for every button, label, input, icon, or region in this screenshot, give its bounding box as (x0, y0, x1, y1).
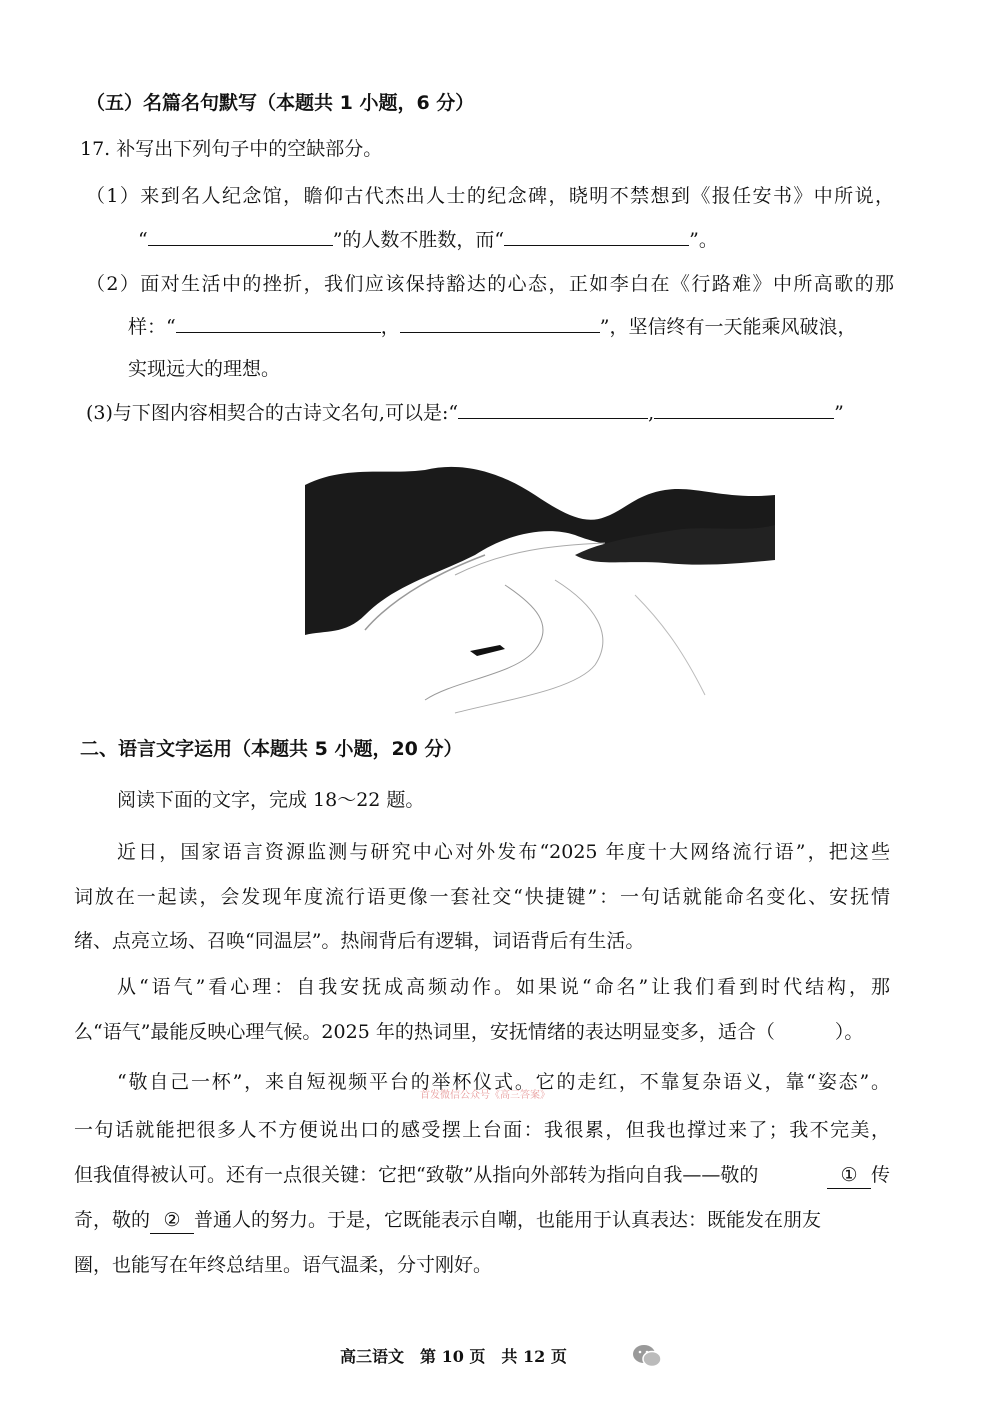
q17-part1-text: ”的人数不胜数，而“ (332, 229, 505, 251)
para3-text: 普通人的努力。于是，它既能表示自嘲，也能用于认真表达：既能发在朋友 (194, 1209, 822, 1231)
para3-text: 奇，敬的 (74, 1209, 151, 1231)
answer-blank[interactable] (458, 400, 648, 419)
answer-blank[interactable] (176, 314, 381, 333)
para1-line2: 词放在一起读，会发现年度流行语更像一套社交“快捷键”：一句话就能命名变化、安抚情 (74, 886, 890, 908)
q17-part2-text: ”，坚信终有一天能乘风破浪， (599, 316, 857, 338)
answer-blank[interactable] (148, 227, 333, 246)
para2-line1: 从“语气”看心理：自我安抚成高频动作。如果说“命名”让我们看到时代结构，那 (117, 976, 890, 998)
para1-line1: 近日，国家语言资源监测与研究中心对外发布“2025 年度十大网络流行语”，把这些 (117, 841, 890, 863)
para3-text: 传 (870, 1164, 890, 1186)
para3-text: 但我值得被认可。还有一点很关键：它把“致敬”从指向外部转为指向自我——敬的 (74, 1164, 759, 1186)
q17-part2-line1: （2）面对生活中的挫折，我们应该保持豁达的心态，正如李白在《行路难》中所高歌的那 (86, 273, 894, 295)
q17-part2-text: 样：“ (128, 316, 176, 338)
q17-part3 (86, 400, 844, 426)
q17-part2-line3: 实现远大的理想。 (128, 358, 281, 380)
blank-1[interactable]: ① (827, 1162, 871, 1189)
question-17: 17. 补写出下列句子中的空缺部分。 (80, 138, 383, 160)
section-heading-2: 二、语言文字运用（本题共 5 小题，20 分） (80, 738, 463, 760)
para3-line1: “敬自己一杯”，来自短视频平台的举杯仪式。它的走红，不靠复杂语义，靠“姿态”。 (117, 1071, 890, 1093)
answer-blank[interactable] (504, 227, 689, 246)
section-heading-5: （五）名篇名句默写（本题共 1 小题，6 分） (86, 92, 475, 114)
close-quote: ”。 (689, 229, 718, 251)
comma: ， (380, 316, 400, 338)
reading-instruction: 阅读下面的文字，完成 18～22 题。 (117, 789, 425, 811)
q17-part2-line2 (128, 314, 856, 340)
q17-part3-text: (3)与下图内容相契合的古诗文名句,可以是:“ (86, 402, 459, 424)
wechat-icon (632, 1343, 662, 1369)
page-footer: 高三语文 第 10 页 共 12 页 (340, 1347, 567, 1366)
river-landscape-illustration (305, 455, 775, 715)
para2-text: ）。 (834, 1021, 864, 1043)
blank-2[interactable]: ② (150, 1207, 194, 1234)
para3-line3 (74, 1162, 890, 1189)
answer-blank[interactable] (400, 314, 600, 333)
para2-line2 (74, 1019, 863, 1045)
close-quote: ” (834, 402, 844, 424)
answer-blank[interactable] (654, 400, 834, 419)
para1-line3: 绪、点亮立场、召唤“同温层”。热闹背后有逻辑，词语背后有生活。 (74, 930, 645, 952)
para2-text: 么“语气”最能反映心理气候。2025 年的热词里，安抚情绪的表达明显变多，适合（ (74, 1021, 775, 1043)
para3-line4 (74, 1207, 821, 1234)
comma: , (648, 402, 655, 424)
watermark: 首发微信公众号《高三答案》 (420, 1090, 550, 1101)
para3-line2: 一句话就能把很多人不方便说出口的感受摆上台面：我很累，但我也撑过来了；我不完美， (74, 1119, 890, 1141)
para3-line5: 圈，也能写在年终总结里。语气温柔，分寸刚好。 (74, 1254, 493, 1276)
q17-part1-line1: （1）来到名人纪念馆，瞻仰古代杰出人士的纪念碑，晓明不禁想到《报任安书》中所说， (86, 185, 894, 207)
q17-part1-line2 (138, 227, 718, 253)
open-quote: “ (138, 229, 148, 251)
